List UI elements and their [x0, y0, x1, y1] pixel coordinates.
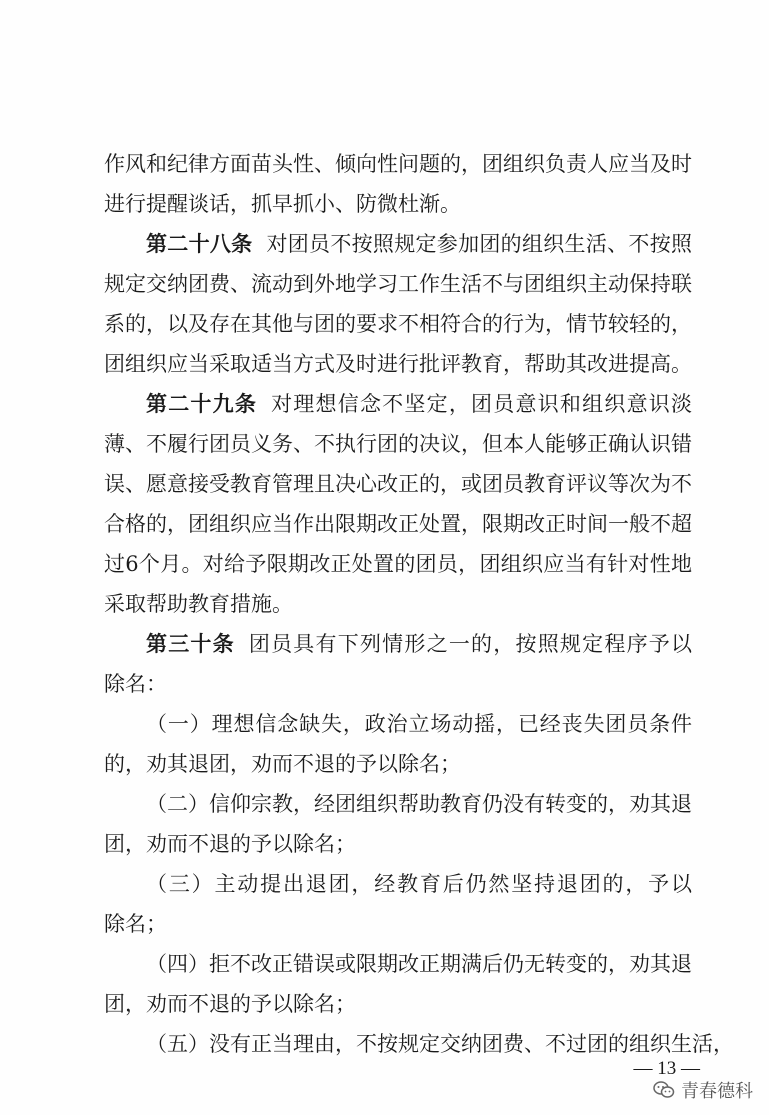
text-line: 系的，以及存在其他与团的要求不相符合的行为，情节较轻的， [104, 312, 692, 336]
wechat-icon [653, 1080, 675, 1100]
text-line: 过6个月。对给予限期改正处置的团员，团组织应当有针对性地 [104, 552, 692, 576]
text-line: 团组织应当采取适当方式及时进行批评教育，帮助其改进提高。 [104, 352, 692, 376]
text-line: 误、愿意接受教育管理且决心改正的，或团员教育评议等次为不 [104, 472, 692, 496]
article-30-first-line [146, 624, 692, 664]
text-line: 除名； [104, 912, 167, 936]
article-28-heading: 第二十八条 [146, 232, 253, 256]
list-item-4: （四）拒不改正错误或限期改正期满后仍无转变的，劝其退 [146, 952, 692, 976]
list-item-1: （一）理想信念缺失，政治立场动摇，已经丧失团员条件 [146, 712, 692, 736]
list-item-2: （二）信仰宗教，经团组织帮助教育仍没有转变的，劝其退 [146, 792, 692, 816]
text-line: 采取帮助教育措施。 [104, 592, 293, 616]
text-line: 薄、不履行团员义务、不执行团的决议，但本人能够正确认识错 [104, 432, 692, 456]
text-line: 的，劝其退团，劝而不退的予以除名； [104, 752, 461, 776]
text-line: 合格的，团组织应当作出限期改正处置，限期改正时间一般不超 [104, 512, 692, 536]
text-line: 团，劝而不退的予以除名； [104, 992, 356, 1016]
text-line: 团，劝而不退的予以除名； [104, 832, 356, 856]
text-line: 对团员不按照规定参加团的组织生活、不按照 [266, 232, 693, 256]
text-line: 进行提醒谈话，抓早抓小、防微杜渐。 [104, 192, 461, 216]
page-number: — 13 — [633, 1058, 700, 1079]
watermark-text: 青春德科 [681, 1081, 753, 1102]
text-line: 对理想信念不坚定，团员意识和组织意识淡 [271, 392, 693, 416]
text-line: 团员具有下列情形之一的，按照规定程序予以 [248, 632, 693, 656]
text-line: 除名： [104, 672, 167, 696]
watermark [653, 1077, 753, 1103]
article-30-heading: 第三十条 [146, 632, 235, 656]
article-28-first-line [146, 224, 692, 264]
list-item-5: （五）没有正当理由，不按规定交纳团费、不过团的组织生活， [146, 1032, 734, 1056]
text-line: 规定交纳团费、流动到外地学习工作生活不与团组织主动保持联 [104, 272, 692, 296]
article-29-heading: 第二十九条 [146, 392, 258, 416]
article-29-first-line [146, 384, 692, 424]
list-item-3: （三）主动提出退团，经教育后仍然坚持退团的，予以 [146, 872, 692, 896]
text-line: 作风和纪律方面苗头性、倾向性问题的，团组织负责人应当及时 [104, 152, 692, 176]
